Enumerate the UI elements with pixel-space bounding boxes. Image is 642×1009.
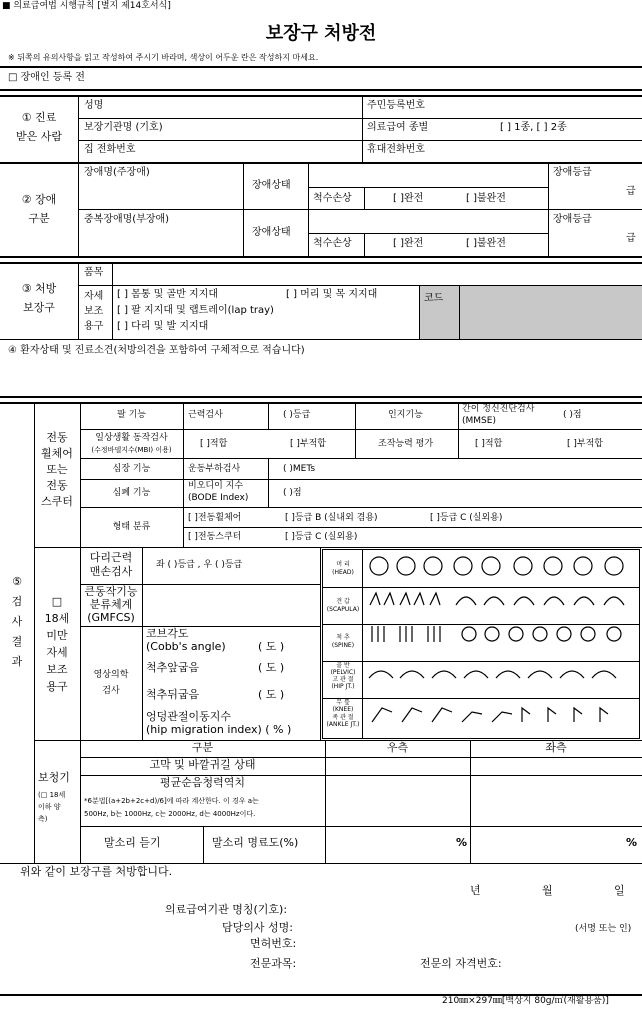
wc-label-4: 스쿠터 (41, 495, 73, 508)
complete-checkbox-2[interactable]: [ ]완전 (393, 238, 424, 249)
posture-label-2: 보조 (84, 306, 104, 317)
main-disability-label: 장애명(주장애) (84, 167, 150, 178)
wc-label-1: 휠체어 (41, 447, 73, 460)
s1-label2: 받은 사람 (15, 130, 62, 143)
formula-line-2: 500Hz, b는 1000Hz, c는 2000Hz, d는 4000Hz이다. (84, 810, 256, 818)
bode-label-2: (BODE Index) (188, 493, 249, 503)
diagram-row-ankle: 족 관 절 (332, 714, 354, 721)
hip-migration-label-1: 엉덩관절이동지수 (146, 710, 232, 723)
right-ear-label: 우측 (386, 741, 409, 754)
disability-state-label: 장애상태 (252, 180, 291, 191)
diagram-row-pelvic: 골 반 (336, 662, 350, 669)
arm-support-checkbox[interactable]: [ ] 팔 지지대 및 랩트레이(lap tray) (117, 305, 274, 316)
op-fit-checkbox[interactable]: [ ]적합 (475, 439, 503, 449)
month-label: 월 (542, 884, 553, 897)
kyphosis-label: 척추앞굽음 (146, 661, 200, 674)
division-label: 구분 (191, 741, 214, 754)
paper-spec: 210㎜×297㎜[백상지 80g/㎡(재활용품)] (442, 996, 609, 1006)
s5-label-1: 검 (11, 595, 23, 608)
u18-label-4: 보조 (46, 663, 68, 676)
posture-label-1: 자세 (84, 291, 104, 302)
prescription-statement: 위와 같이 보장구를 처방합니다. (20, 865, 173, 878)
leg-strength-label-2: 맨손검사 (89, 565, 133, 578)
form-label: 형태 분류 (112, 522, 151, 532)
institution-name-label: 의료급여기관 명칭(기호): (165, 903, 288, 916)
notice: ※ 뒤쪽의 유의사항을 읽고 작성하여 주시기 바라며, 색상이 어두운 란은 작성하지 마세요. (8, 53, 319, 62)
mobile-phone-label: 휴대전화번호 (367, 144, 425, 155)
gmfcs-label-3: (GMFCS) (87, 611, 135, 624)
name-label: 성명 (84, 100, 104, 111)
adl-label-1: 일상생활 동작검사 (95, 433, 168, 443)
specialty-label: 전문과목: (250, 957, 297, 970)
kyphosis-degree: ( 도 ) (258, 661, 285, 674)
page-title: 보장구 처방전 (265, 23, 377, 44)
grade-label-2: 장애등급 (553, 214, 592, 225)
hip-migration-label-2: (hip migration index) ( % ) (146, 723, 292, 736)
diagram-row-ankle-en: (ANKLE JT.) (326, 721, 360, 728)
adl-unfit-checkbox[interactable]: [ ]부적합 (290, 439, 326, 449)
cobb-label-2: (Cobb's angle) (146, 640, 226, 653)
power-wc-checkbox[interactable]: [ ]전동휠체어 (188, 513, 242, 523)
diagram-row-spine-en: (SPINE) (331, 642, 355, 649)
diagram-row-spine: 척 추 (336, 634, 350, 641)
s5-label-4: 과 (11, 655, 23, 668)
item-label: 품목 (84, 267, 104, 278)
before-registration-checkbox[interactable]: □ 장애인 등록 전 (8, 72, 85, 83)
scooter-checkbox[interactable]: [ ]전동스쿠터 (188, 532, 242, 542)
posture-label-3: 용구 (84, 321, 104, 332)
arm-function-label: 팔 기능 (117, 410, 146, 420)
grade-unit: 급 (626, 186, 636, 197)
lordosis-label: 척추뒤굽음 (146, 688, 200, 701)
mmse-score: ( )점 (563, 410, 582, 420)
left-ear-label: 좌측 (545, 741, 567, 754)
benefit-type-options[interactable]: [ ] 1종, [ ] 2종 (500, 122, 567, 133)
head-support-checkbox[interactable]: [ ] 머리 및 목 지지대 (286, 289, 378, 300)
trunk-support-checkbox[interactable]: [ ] 몸통 및 골반 지지대 (117, 289, 218, 300)
gmfcs-label-1: 큰동작기능 (84, 585, 138, 598)
adl-fit-checkbox[interactable]: [ ]적합 (200, 439, 228, 449)
avg-threshold-label: 평균순음청력역치 (159, 776, 245, 789)
heart-label: 심장 기능 (112, 464, 151, 474)
year-label: 년 (470, 884, 481, 897)
imaging-label-1: 영상의학 (93, 670, 129, 680)
u18-label-1: 18세 (44, 612, 70, 625)
wc-label-2: 또는 (46, 463, 68, 476)
gmfcs-diagram (322, 549, 640, 739)
institution-label: 보장기관명 (기호) (84, 122, 163, 133)
speech-hearing-label: 말소리 듣기 (104, 836, 161, 849)
rrn-label: 주민등록번호 (367, 100, 425, 111)
s5-label-0: ⑤ (12, 575, 22, 588)
complete-checkbox[interactable]: [ ]완전 (393, 193, 424, 204)
leg-strength-label-1: 다리근력 (89, 551, 133, 564)
u18-label-2: 미만 (46, 629, 68, 642)
mets-value: ( )METs (283, 464, 316, 474)
incomplete-checkbox[interactable]: [ ]불완전 (466, 193, 506, 204)
right-percent: % (456, 836, 468, 849)
s1-label: ① 진료 (21, 111, 57, 124)
wc-label-3: 전동 (46, 479, 68, 492)
grade-label: 장애등급 (553, 167, 592, 178)
diagram-row-scapula-en: (SCAPULA) (326, 606, 360, 613)
incomplete-checkbox-2[interactable]: [ ]불완전 (466, 238, 506, 249)
s5-label-3: 결 (11, 635, 23, 648)
license-label: 면허번호: (250, 937, 297, 950)
wc-label-0: 전동 (46, 431, 68, 444)
s2-label2: 구분 (28, 212, 50, 225)
bode-label-1: 비오디이 지수 (188, 481, 244, 491)
mmse-label-2: (MMSE) (462, 416, 496, 426)
diagram-row-head-en: (HEAD) (332, 569, 354, 576)
shaded-code-area (419, 286, 642, 339)
spinal-label: 척수손상 (313, 193, 352, 204)
grade-c-checkbox[interactable]: [ ]등급 C (실외용) (430, 513, 503, 523)
s2-label: ② 장애 (21, 193, 57, 206)
diagram-row-hip-en: (HIP JT.) (331, 683, 355, 690)
signature-label: (서명 또는 인) (575, 924, 632, 934)
hearing-aid-label: 보청기 (38, 771, 70, 784)
s5-label-2: 사 (11, 615, 23, 628)
s3-label: ③ 처방 (21, 282, 57, 295)
formula-line-1: *6분법[(a+2b+2c+d)/6]에 따라 계산한다. 이 경우 a는 (84, 797, 259, 805)
imaging-label-2: 검사 (102, 686, 120, 696)
diagram-row-knee: 무 릎 (336, 699, 350, 706)
grade-b-checkbox[interactable]: [ ]등급 B (실내외 겸용) (285, 513, 378, 523)
u18-label-5: 용구 (46, 680, 68, 693)
cobb-label-1: 코브각도 (146, 627, 189, 640)
eardrum-label: 고막 및 바깥귀길 상태 (149, 758, 256, 771)
hearing-aid-note-2: 이하 양 (38, 803, 61, 811)
adl-label-2: (수정바델지수(MBI) 이용) (91, 446, 172, 454)
left-percent: % (626, 836, 638, 849)
diagram-row-knee-en: (KNEE) (332, 706, 354, 713)
hearing-aid-note-3: 측) (38, 815, 48, 823)
u18-checkbox[interactable]: □ (51, 595, 63, 608)
benefit-type-label: 의료급여 종별 (367, 122, 429, 133)
exercise-test-label: 운동부하검사 (188, 464, 241, 474)
hearing-aid-note-1: (□ 18세 (38, 791, 66, 799)
gmfcs-label-2: 분류체계 (89, 598, 133, 611)
op-unfit-checkbox[interactable]: [ ]부적합 (567, 439, 603, 449)
diagram-row-scapula: 견 갑 (336, 598, 350, 605)
diagram-row-hip: 고 관 절 (332, 676, 354, 683)
cobb-degree: ( 도 ) (258, 640, 285, 653)
operation-label: 조작능력 평가 (378, 439, 434, 449)
lordosis-degree: ( 도 ) (258, 688, 285, 701)
posture-icons (364, 550, 639, 738)
spinal-label-2: 척수손상 (313, 238, 352, 249)
day-label: 일 (614, 884, 625, 897)
home-phone-label: 집 전화번호 (84, 144, 136, 155)
disability-state-label-2: 장애상태 (252, 227, 291, 238)
doctor-name-label: 담당의사 성명: (222, 921, 293, 934)
scooter-grade-c-checkbox[interactable]: [ ]등급 C (실외용) (285, 532, 358, 542)
regulation-label: ■ 의료급여법 시행규칙 [별지 제14호서식] (2, 1, 171, 11)
muscle-test-label: 근력검사 (188, 410, 223, 420)
mmse-label-1: 간이 정신진단검사 (462, 404, 535, 414)
leg-strength-value: 좌 ( )등급 , 우 ( )등급 (156, 560, 243, 570)
muscle-grade: ( )등급 (283, 410, 311, 420)
sub-disability-label: 중복장애명(부장애) (84, 214, 170, 225)
qualification-label: 전문의 자격번호: (420, 957, 502, 970)
lung-label: 심폐 기능 (112, 488, 151, 498)
bode-score: ( )점 (283, 488, 302, 498)
s3-label2: 보장구 (23, 301, 55, 314)
speech-clarity-label: 말소리 명료도(%) (212, 836, 299, 849)
diagram-row-pelvic-en: (PELVIC) (330, 669, 356, 676)
code-label: 코드 (424, 293, 444, 304)
s4-label: ④ 환자상태 및 진료소견(처방의견을 포함하여 구체적으로 적습니다) (8, 345, 305, 356)
grade-unit-2: 급 (626, 233, 636, 244)
u18-label-3: 자세 (46, 646, 68, 659)
cognition-label: 인지기능 (388, 410, 423, 420)
diagram-row-head: 머 리 (336, 561, 350, 568)
leg-support-checkbox[interactable]: [ ] 다리 및 발 지지대 (117, 321, 209, 332)
